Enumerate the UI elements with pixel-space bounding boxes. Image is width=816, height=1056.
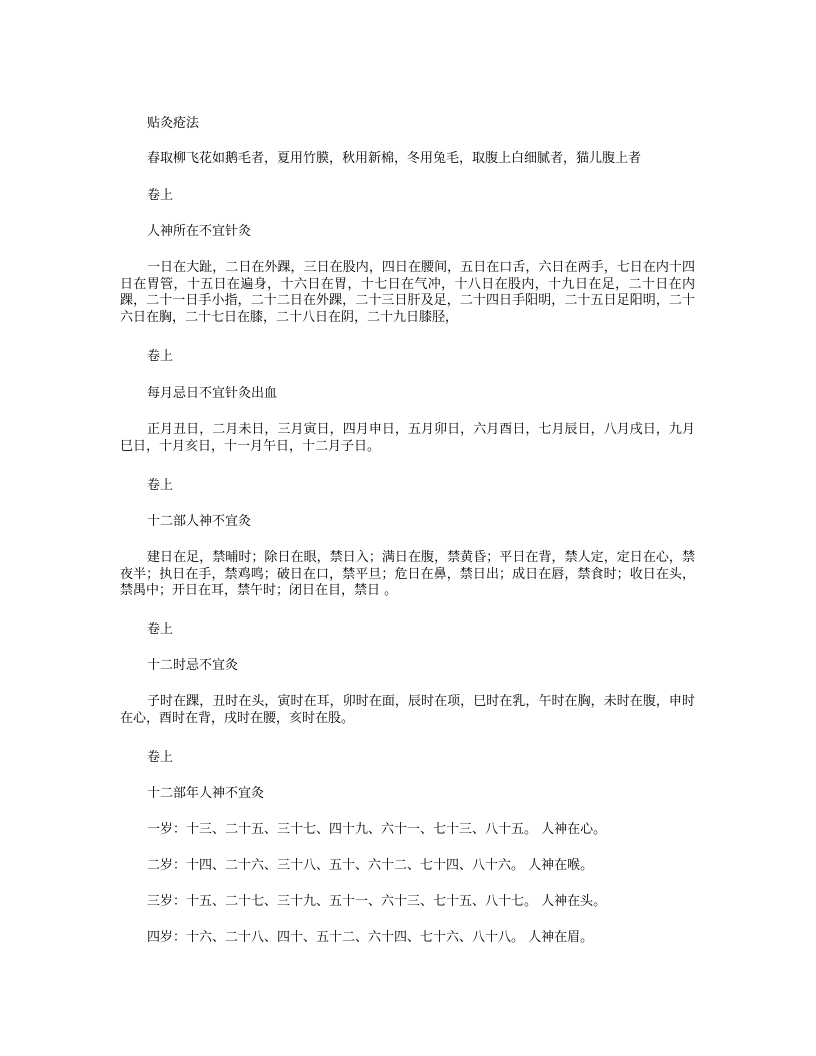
list-item: 三岁：十五、二十七、三十九、五十一、六十三、七十五、八十七。 人神在头。 [147,894,607,909]
volume-label: 卷上 [147,188,174,203]
volume-label: 卷上 [147,750,174,765]
paragraph: 建日在足，禁晡时；除日在眼，禁日入；满日在腹，禁黄昏；平日在背，禁人定，定日在心，禁夜半；执日在手，禁鸡鸣；破日在口，禁平旦；危日在鼻，禁日出；成日在唇，禁食时；收日在头，禁禺中；开日在耳，禁午时；闭日在目，禁日 。 [120,550,695,598]
paragraph: 一日在大趾，二日在外踝，三日在股内，四日在腰间，五日在口舌，六日在两手，七日在内十四日在胃管，十五日在遍身，十六日在胃，十七日在气冲，十八日在股内，十九日在足，二十日在内踝，二十一日手小指，二十二日在外踝，二十三日肝及足，二十四日手阳明，二十五日足阳明，二十六日在胸，二十七日在膝，二十八日在阴，二十九日膝胫， [120,260,695,325]
paragraph: 春取柳飞花如鹅毛者，夏用竹膜，秋用新棉，冬用兔毛，取腹上白细腻者，猫儿腹上者 [147,151,642,166]
section-heading: 人神所在不宜针灸 [147,224,252,239]
paragraph: 子时在踝，丑时在头，寅时在耳，卯时在面，辰时在项，巳时在乳，午时在胸，未时在腹，申时在心，酉时在背，戌时在腰，亥时在股。 [120,694,695,726]
list-item: 四岁：十六、二十八、四十、五十二、六十四、七十六、八十八。 人神在眉。 [147,930,594,945]
section-heading: 每月忌日不宜针灸出血 [147,386,278,401]
volume-label: 卷上 [147,478,174,493]
section-heading: 十二时忌不宜灸 [147,658,239,673]
volume-label: 卷上 [147,622,174,637]
section-heading: 十二部人神不宜灸 [147,514,252,529]
paragraph: 正月丑日，二月未日，三月寅日，四月申日，五月卯日，六月酉日，七月辰日，八月戌日，九月巳日，十月亥日，十一月午日，十二月子日。 [120,422,695,454]
section-heading: 贴灸疮法 [147,116,200,131]
list-item: 一岁：十三、二十五、三十七、四十九、六十一、七十三、八十五。 人神在心。 [147,822,607,837]
volume-label: 卷上 [147,349,174,364]
section-heading: 十二部年人神不宜灸 [147,786,265,801]
list-item: 二岁：十四、二十六、三十八、五十、六十二、七十四、八十六。 人神在喉。 [147,858,594,873]
